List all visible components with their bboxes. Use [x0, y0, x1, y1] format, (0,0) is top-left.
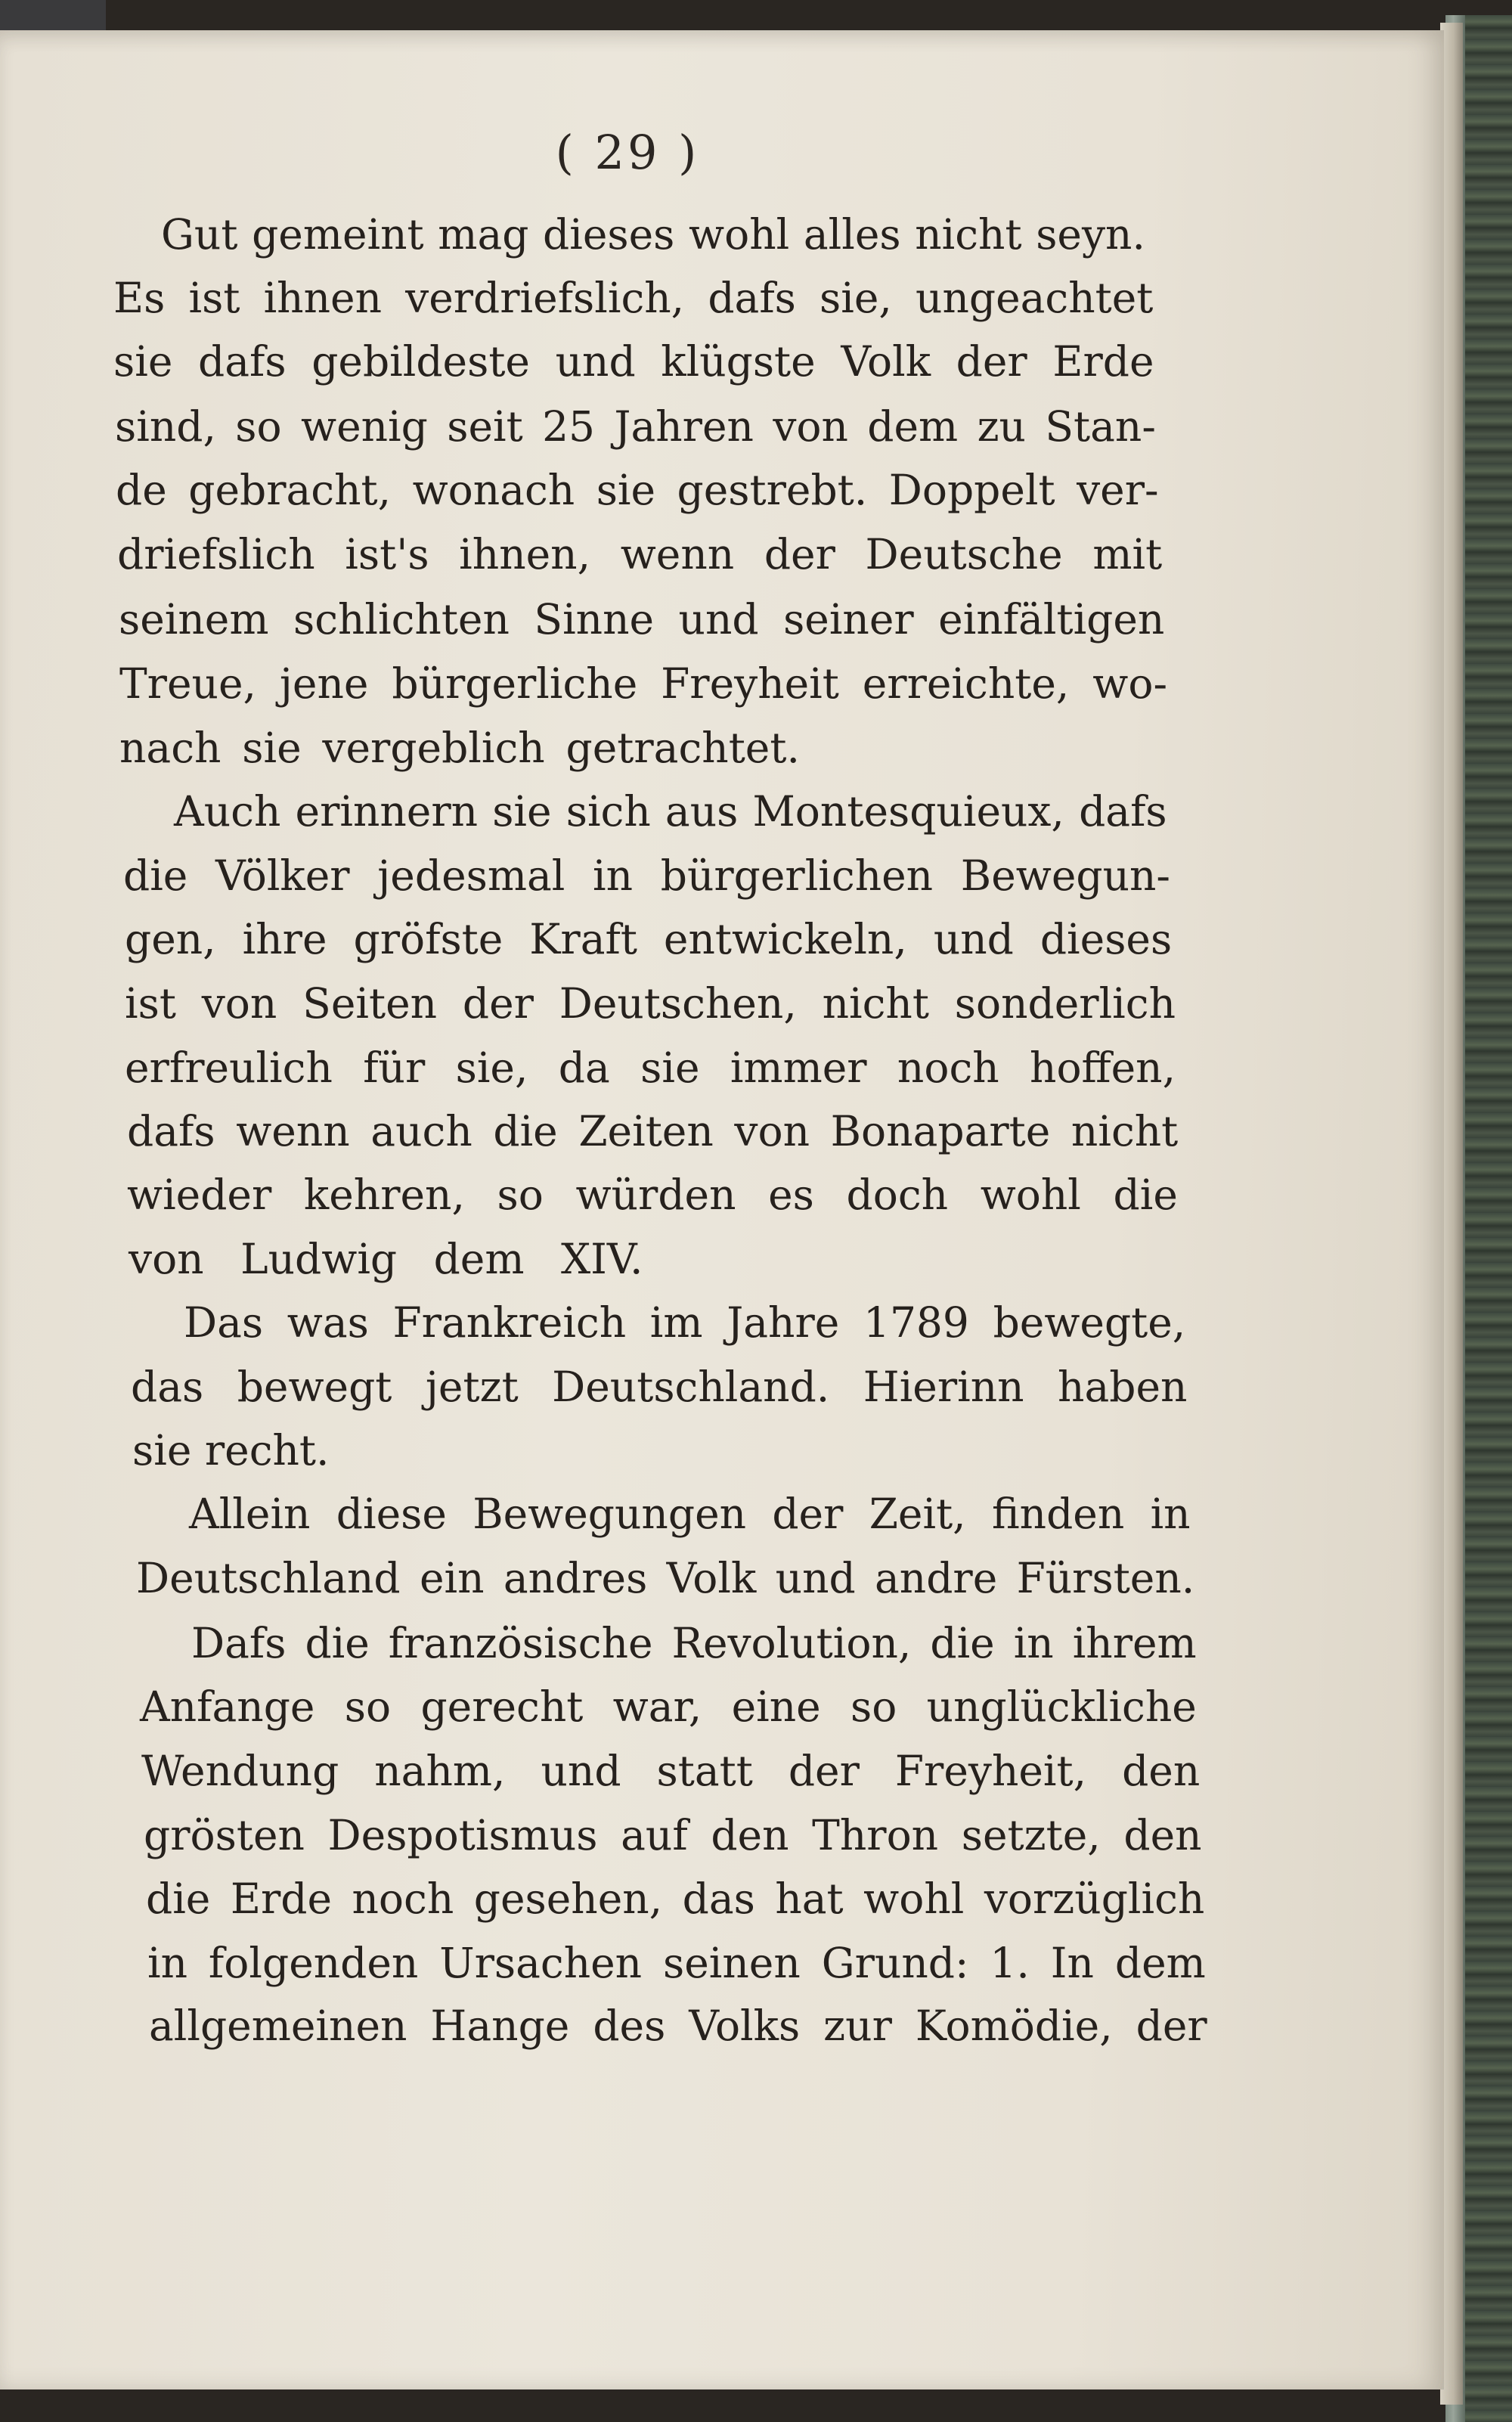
text-line: Anfange so gerecht war, eine so unglückliche: [140, 1682, 1197, 1731]
text-line: gen, ihre gröfste Kraft entwickeln, und dieses: [125, 915, 1173, 963]
text-line: von Ludwig dem XIV.: [129, 1235, 643, 1283]
text-line: Treue, jene bürgerliche Freyheit erreichte, wo-: [119, 659, 1168, 708]
text-line: Deutschland ein andres Volk und andre Fürsten.: [136, 1554, 1195, 1602]
text-line: nach sie vergeblich getrachtet.: [119, 724, 800, 772]
text-line: sie recht.: [132, 1426, 330, 1475]
text-line: Allein diese Bewegungen der Zeit, finden in: [189, 1490, 1191, 1538]
text-line: das bewegt jetzt Deutschland. Hierinn haben: [131, 1363, 1188, 1411]
book-spine: [1463, 15, 1512, 2422]
text-line: grösten Despotismus auf den Thron setzte, den: [144, 1811, 1202, 1859]
text-line: erfreulich für sie, da sie immer noch hoffen,: [125, 1044, 1176, 1092]
text-line: Gut gemeint mag dieses wohl alles nicht seyn.: [161, 210, 1145, 259]
text-line: die Erde noch gesehen, das hat wohl vorzüglich: [146, 1875, 1205, 1923]
text-line: Dafs die französische Revolution, die in ihrem: [191, 1619, 1197, 1667]
page-number: ( 29 ): [555, 125, 700, 180]
text-line: in folgenden Ursachen seinen Grund: 1. In dem: [147, 1939, 1206, 1987]
text-line: sie dafs gebildeste und klügste Volk der Erde: [113, 337, 1154, 386]
text-line: allgemeinen Hange des Volks zur Komödie, der: [149, 2002, 1207, 2050]
text-line: de gebracht, wonach sie gestrebt. Doppelt ver-: [116, 466, 1159, 514]
text-line: wieder kehren, so würden es doch wohl die: [127, 1171, 1178, 1219]
text-line: Wendung nahm, und statt der Freyheit, den: [141, 1747, 1201, 1795]
text-line: sind, so wenig seit 25 Jahren von dem zu Stan-: [115, 402, 1156, 451]
text-line: Das was Frankreich im Jahre 1789 bewegte,: [184, 1298, 1186, 1347]
text-line: seinem schlichten Sinne und seiner einfältigen: [119, 595, 1165, 643]
text-line: Auch erinnern sie sich aus Montesquieux, dafs: [174, 787, 1167, 836]
text-line: die Völker jedesmal in bürgerlichen Bewegun-: [123, 851, 1171, 900]
text-line: Es ist ihnen verdriefslich, dafs sie, ungeachtet: [113, 274, 1154, 322]
text-line: driefslich ist's ihnen, wenn der Deutsche mit: [117, 530, 1163, 578]
text-line: ist von Seiten der Deutschen, nicht sonderlich: [125, 979, 1176, 1028]
text-line: dafs wenn auch die Zeiten von Bonaparte nicht: [127, 1107, 1179, 1155]
